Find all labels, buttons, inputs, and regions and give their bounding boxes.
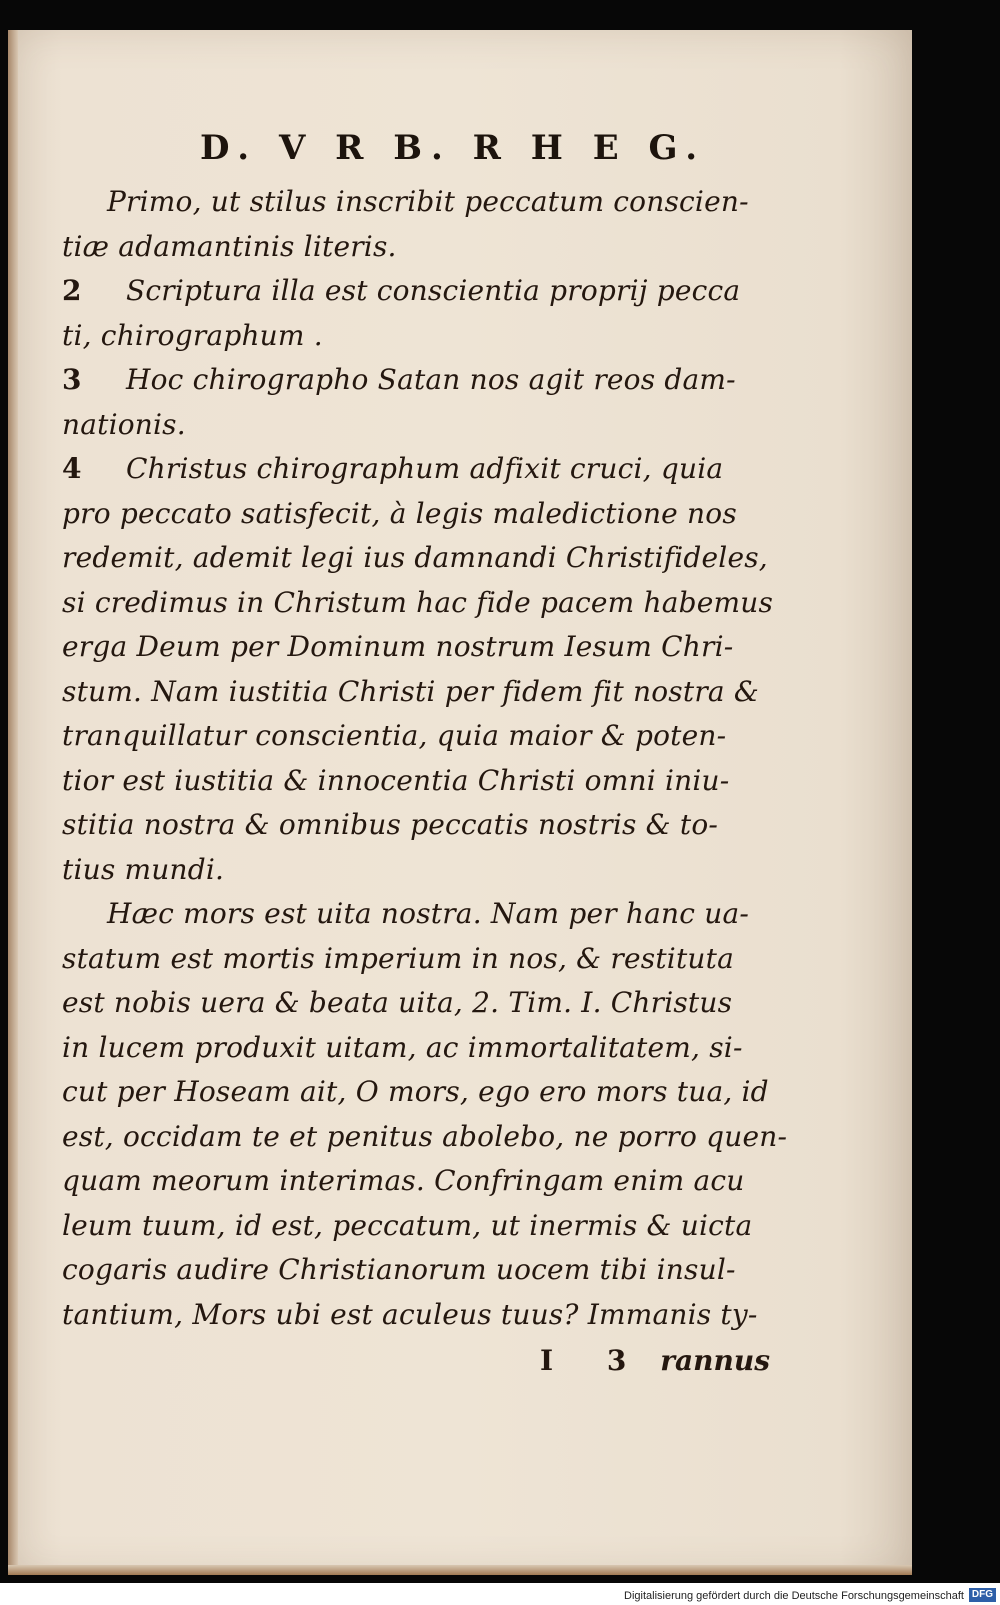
line-text: nationis. [62,407,186,441]
line-text: est nobis uera & beata uita, 2. Tim. I. Christus [62,986,733,1019]
page-edge-left [8,30,18,1575]
text-line [62,803,762,848]
footer-bar [0,1583,1000,1605]
running-head: D. V R B. R H E G. [200,128,707,168]
point-number: 3 [62,363,82,396]
line-text: stitia nostra & omnibus peccatis nostris & to- [62,808,719,841]
line-text: quam meorum interimas. Confringam enim acu [62,1164,745,1197]
line-text: tius mundi. [62,852,225,886]
line-text: Scriptura illa est conscientia proprij pecca [126,274,741,307]
text-line [62,269,762,314]
page-edge-bottom [8,1565,912,1575]
text-line [62,1293,762,1338]
text-line [62,403,762,448]
line-text: Hæc mors est uita nostra. Nam per hanc ua- [107,897,750,930]
text-line [62,892,762,937]
line-text: Hoc chirographo Satan nos agit reos dam- [126,363,736,396]
line-text: cut per Hoseam ait, O mors, ego ero mors tua, id [62,1075,769,1108]
line-text: Primo, ut stilus inscribit peccatum conscien- [107,185,749,218]
text-line [62,625,762,670]
text-line [62,581,774,626]
line-text: redemit, ademit legi ius damnandi Christifideles, [62,541,768,574]
point-number: 2 [62,274,82,307]
text-line [62,714,762,759]
text-line [62,1248,762,1293]
text-line [62,1070,769,1115]
line-text: leum tuum, id est, peccatum, ut inermis & uicta [62,1208,753,1242]
text-line [62,848,762,893]
funding-note: Digitalisierung gefördert durch die Deutsche Forschungsgemeinschaft [624,1590,964,1602]
text-line [62,536,768,581]
line-text: pro peccato satisfecit, à legis maledictione nos [62,496,737,530]
line-text: si credimus in Christum hac fide pacem habemus [62,585,774,619]
line-text: ti, chirographum . [62,318,323,352]
line-text: tantium, Mors ubi est aculeus tuus? Immanis ty- [62,1297,758,1331]
text-line [62,981,762,1026]
text-line [62,358,762,403]
line-text: Christus chirographum adfixit cruci, quia [126,452,724,485]
line-text: tior est iustitia & innocentia Christi omni iniu- [62,763,730,797]
text-line [62,1159,762,1204]
text-line [62,670,762,715]
line-text: in lucem produxit uitam, ac immortalitatem, si- [62,1030,743,1064]
signature-mark: I 3 [540,1344,649,1377]
text-line [62,492,762,537]
body-text [62,180,788,1337]
line-text: cogaris audire Christianorum uocem tibi insul- [62,1253,736,1286]
text-line [62,314,762,359]
text-line [62,1204,762,1249]
line-text: tranquillatur conscientia, quia maior & poten- [62,719,727,752]
line-text: tiæ adamantinis literis. [62,229,397,263]
text-line [62,447,762,492]
text-line [62,937,762,982]
catchword: rannus [660,1344,770,1377]
text-line [62,759,762,804]
dfg-logo: DFG [969,1588,996,1602]
line-text: statum est mortis imperium in nos, & restituta [62,941,734,975]
text-line [62,1026,762,1071]
text-line [62,1115,788,1160]
text-line [62,225,762,270]
line-text: stum. Nam iustitia Christi per fidem fit nostra & [62,674,760,708]
text-line [62,180,762,225]
point-number: 4 [62,452,82,485]
line-text: est, occidam te et penitus abolebo, ne porro quen- [62,1119,788,1153]
line-text: erga Deum per Dominum nostrum Iesum Chri- [62,630,734,663]
